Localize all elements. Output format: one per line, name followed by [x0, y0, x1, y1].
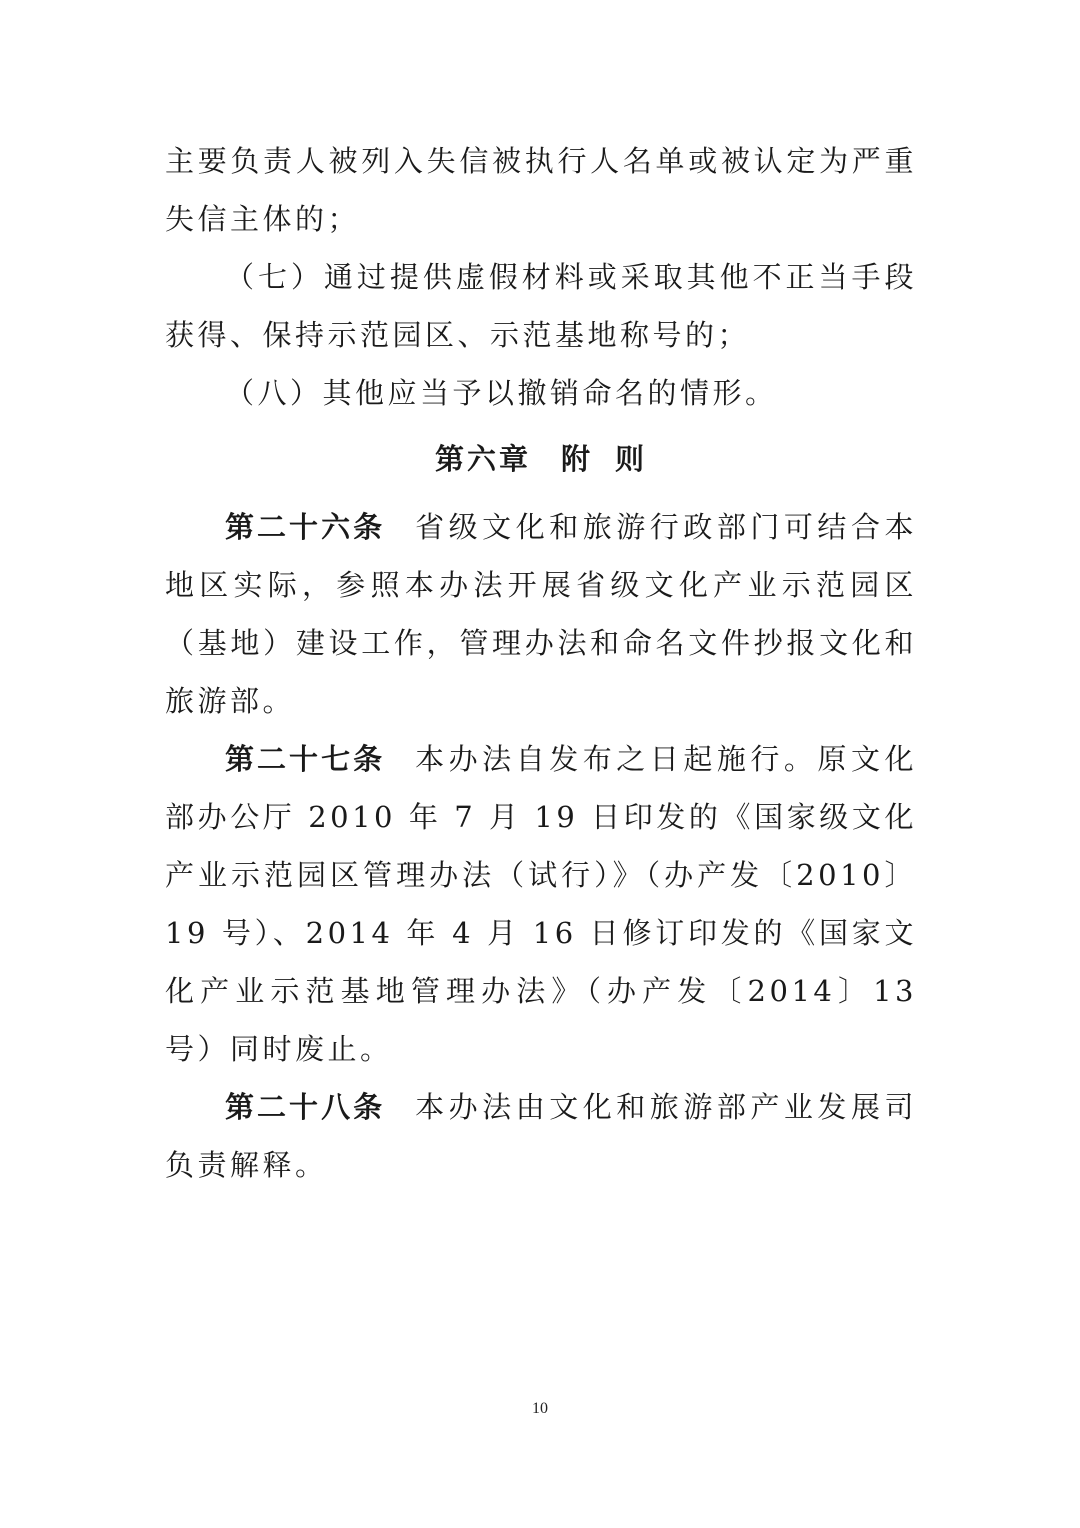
chapter-number: 第六章	[434, 442, 531, 476]
article-label: 第二十八条	[225, 1090, 386, 1124]
article-26	[165, 498, 917, 730]
paragraph-item-7: （七）通过提供虚假材料或采取其他不正当手段获得、保持示范园区、示范基地称号的；	[165, 260, 917, 352]
paragraph-item-8: （八）其他应当予以撤销命名的情形。	[225, 376, 778, 410]
chapter-heading	[165, 422, 917, 498]
paragraph-continuation: 主要负责人被列入失信被执行人名单或被认定为严重失信主体的；	[165, 144, 917, 236]
article-text: 本办法自发布之日起施行。原文化部办公厅 2010 年 7 月 19 日印发的《国家级文化产业示范园区管理办法（试行）》（办产发〔2010〕19 号）、2014 年 4 月 16 日修订印发的《国家文化产业示范基地管理办法》（办产发〔2014〕13 号）同时废止。	[165, 742, 917, 1066]
article-28	[165, 1078, 917, 1194]
article-27	[165, 730, 917, 1078]
article-label: 第二十七条	[225, 742, 386, 776]
article-text: 本办法由文化和旅游部产业发展司负责解释。	[165, 1090, 917, 1182]
chapter-title-part2: 则	[615, 442, 648, 476]
chapter-title-part1: 附	[560, 442, 593, 476]
article-text: 省级文化和旅游行政部门可结合本地区实际，参照本办法开展省级文化产业示范园区（基地）建设工作，管理办法和命名文件抄报文化和旅游部。	[165, 510, 917, 718]
article-label: 第二十六条	[225, 510, 386, 544]
document-body	[165, 132, 917, 1194]
page-number: 10	[532, 1400, 548, 1417]
